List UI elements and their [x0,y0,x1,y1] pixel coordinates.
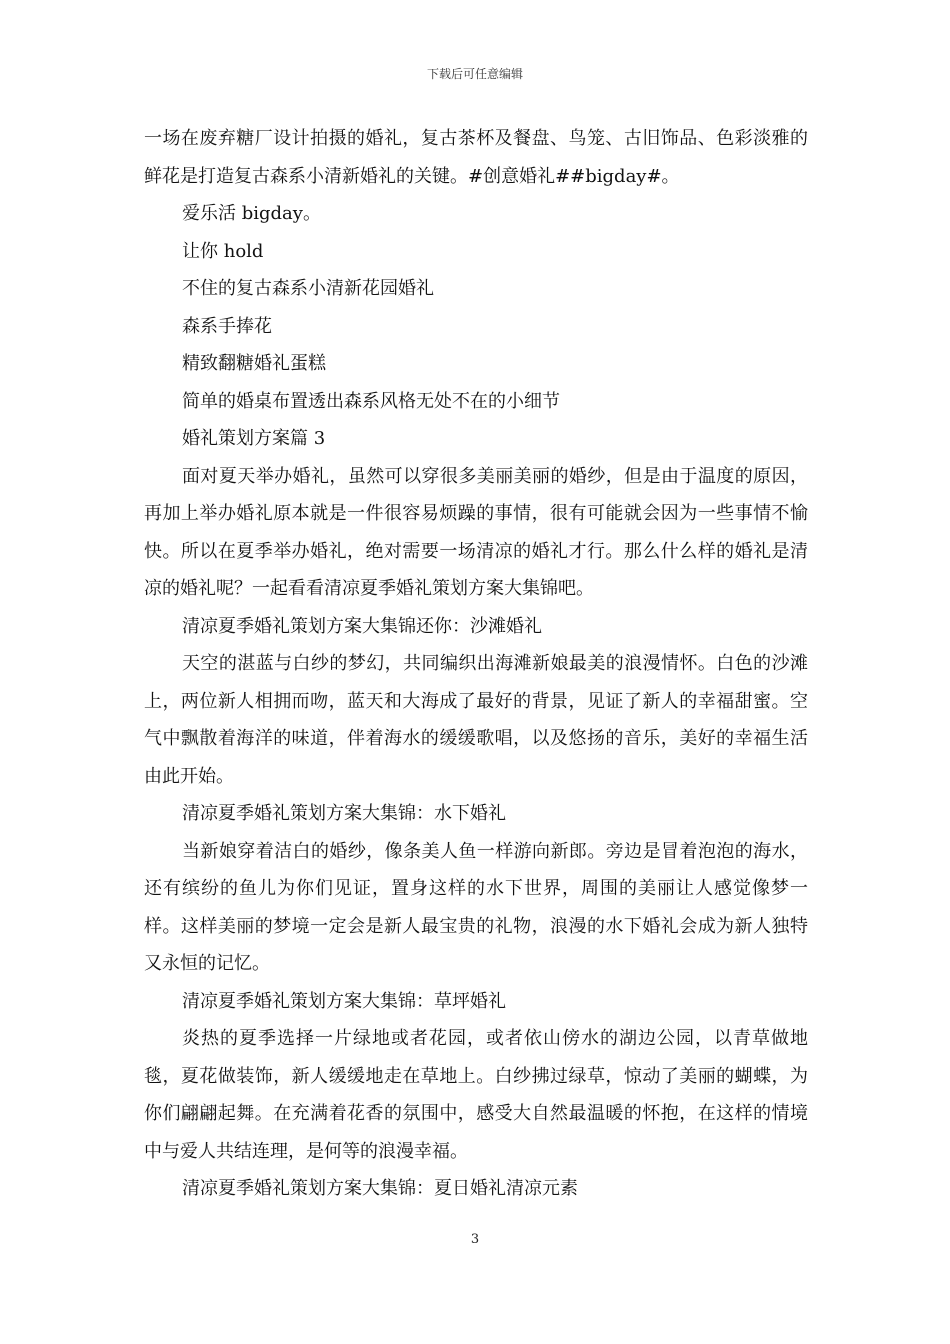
subheading-beach-wedding: 清凉夏季婚礼策划方案大集锦还你：沙滩婚礼 [182,615,542,637]
section-heading: 婚礼策划方案篇 3 [182,428,326,449]
paragraph-body: 天空的湛蓝与白纱的梦幻，共同编织出海滩新娘最美的浪漫情怀。白色的沙滩上，两位新人相拥而吻，蓝天和大海成了最好的背景，见证了新人的幸福甜蜜。空气中飘散着海洋的味道，伴着海水的缓缓歌唱，以及悠扬的音乐，美好的幸福生活由此开始。 [144,653,808,787]
paragraph-line: 让你 hold [182,240,264,262]
document-body [144,120,808,1208]
paragraph-line: 不住的复古森系小清新花园婚礼 [182,278,434,299]
subheading-lawn-wedding: 清凉夏季婚礼策划方案大集锦：草坪婚礼 [182,990,506,1012]
paragraph-body: 炎热的夏季选择一片绿地或者花园，或者依山傍水的湖边公园，以青草做地毯，夏花做装饰，新人缓缓地走在草地上。白纱拂过绿草，惊动了美丽的蝴蝶，为你们翩翩起舞。在充满着花香的氛围中，感受大自然最温暖的怀抱，在这样的情境中与爱人共结连理，是何等的浪漫幸福。 [144,1028,808,1162]
subheading-underwater-wedding: 清凉夏季婚礼策划方案大集锦：水下婚礼 [182,803,506,824]
page-number: 3 [470,1232,480,1247]
paragraph-line: 简单的婚桌布置透出森系风格无处不在的小细节 [182,390,560,412]
paragraph-body: 当新娘穿着洁白的婚纱，像条美人鱼一样游向新郎。旁边是冒着泡泡的海水，还有缤纷的鱼儿为你们见证，置身这样的水下世界，周围的美丽让人感觉像梦一样。这样美丽的梦境一定会是新人最宝贵的礼物，浪漫的水下婚礼会成为新人独特又永恒的记忆。 [144,840,808,974]
subheading-summer-elements: 清凉夏季婚礼策划方案大集锦：夏日婚礼清凉元素 [182,1178,578,1199]
paragraph-line: 爱乐活 bigday。 [182,203,321,224]
paragraph-line: 森系手捧花 [182,315,272,337]
paragraph-body: 面对夏天举办婚礼，虽然可以穿很多美丽美丽的婚纱，但是由于温度的原因，再加上举办婚礼原本就是一件很容易烦躁的事情，很有可能就会因为一些事情不愉快。所以在夏季举办婚礼，绝对需要一场清凉的婚礼才行。那么什么样的婚礼是清凉的婚礼呢？一起看看清凉夏季婚礼策划方案大集锦吧。 [144,465,808,599]
paragraph-intro: 一场在废弃糖厂设计拍摄的婚礼，复古茶杯及餐盘、鸟笼、古旧饰品、色彩淡雅的鲜花是打造复古森系小清新婚礼的关键。#创意婚礼##bigday#。 [144,128,808,187]
paragraph-line: 精致翻糖婚礼蛋糕 [182,353,326,374]
page-header-note: 下载后可任意编辑 [426,67,523,81]
